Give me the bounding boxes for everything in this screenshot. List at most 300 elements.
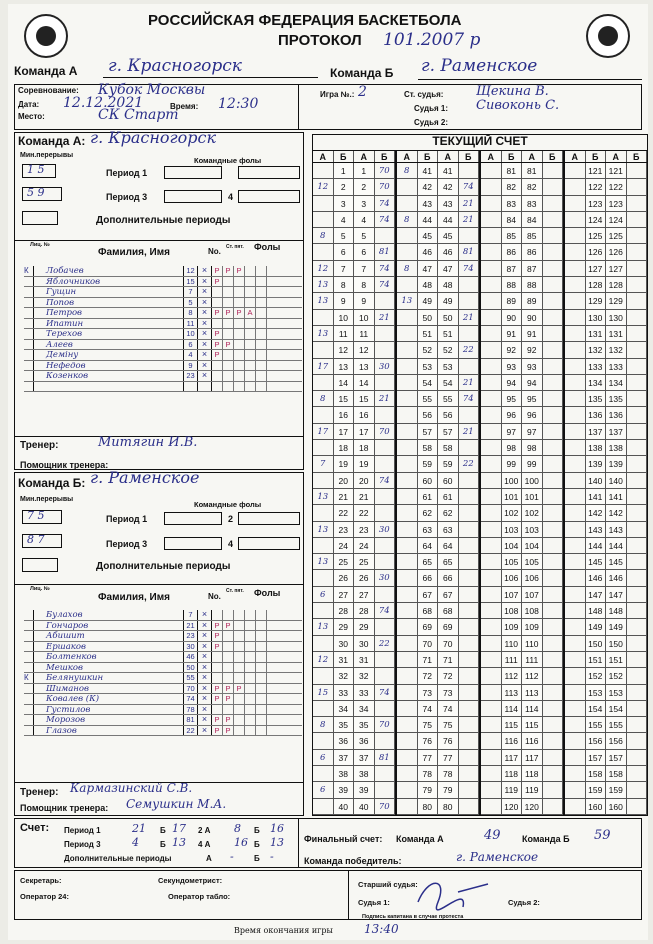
team-a-player-foul (223, 287, 234, 297)
score-a-number: 122 (586, 179, 607, 194)
score-b-number: 1 (354, 163, 375, 178)
score-a-player (481, 407, 502, 422)
score-a-number: 95 (502, 391, 523, 406)
score-b-number: 22 (354, 505, 375, 520)
score-a-player (565, 456, 586, 471)
team-b-player-foul: Р (234, 684, 245, 694)
score-b-player (375, 326, 396, 341)
timer-label: Секундометрист: (158, 876, 223, 885)
score-a-player (313, 196, 334, 211)
score-row (313, 489, 395, 505)
score-b-player: 70 (375, 424, 396, 439)
team-b-period3: Период 3 (106, 539, 148, 549)
team-a-player-number: 8 (184, 308, 198, 318)
team-b-player-foul (256, 694, 267, 704)
score-a-number: 89 (502, 293, 523, 308)
score-col-header: Б (334, 151, 355, 162)
team-a-player-foul: Р (234, 308, 245, 318)
score-a-player (313, 538, 334, 553)
score-b-number: 126 (606, 244, 627, 259)
score-a-player (565, 685, 586, 700)
score-b-player (543, 619, 564, 634)
score-a-player (397, 342, 418, 357)
score-a-player (565, 473, 586, 488)
score-b-number: 30 (354, 636, 375, 651)
score-a-player (481, 733, 502, 748)
score-row (313, 310, 395, 326)
score-a-player (481, 668, 502, 683)
score-a-number: 46 (418, 244, 439, 259)
score-row (397, 799, 479, 815)
score-b-player (543, 799, 564, 814)
score-a-player (481, 652, 502, 667)
score-row (313, 570, 395, 586)
score-a-number: 22 (334, 505, 355, 520)
score-b-number: 90 (522, 310, 543, 325)
team-b-player-number: 7 (184, 610, 198, 620)
team-b-header-value: г. Раменское (421, 56, 538, 76)
score-b-player: 30 (375, 522, 396, 537)
score-a-player (565, 603, 586, 618)
score-b-number: 127 (606, 261, 627, 276)
score-row (313, 391, 395, 407)
score-row (565, 733, 647, 749)
score-a-number: 45 (418, 228, 439, 243)
score-a-number: 98 (502, 440, 523, 455)
team-a-player-name: Петров (34, 308, 184, 318)
score-a-number: 71 (418, 652, 439, 667)
final-p1-b-label: Б (160, 826, 166, 835)
score-col-header: А (565, 151, 586, 162)
team-b-player-lic (24, 631, 34, 641)
team-a-player-start: × (198, 308, 212, 318)
score-a-number: 58 (418, 440, 439, 455)
score-row (313, 196, 395, 212)
score-row (397, 163, 479, 179)
team-a-player-foul (234, 382, 245, 392)
score-a-number: 132 (586, 342, 607, 357)
score-b-player (543, 636, 564, 651)
score-row (565, 619, 647, 635)
score-b-number: 125 (606, 228, 627, 243)
team-b-player-row (24, 684, 302, 695)
score-a-number: 113 (502, 685, 523, 700)
score-a-player (397, 473, 418, 488)
score-b-player (459, 473, 480, 488)
final-p2-b: 16 (270, 822, 284, 835)
score-row (565, 326, 647, 342)
score-b-number: 17 (354, 424, 375, 439)
score-row (565, 652, 647, 668)
score-row (565, 538, 647, 554)
score-b-number: 80 (438, 799, 459, 814)
score-a-number: 96 (502, 407, 523, 422)
captain-sign-label: Подпись капитана в случае протеста (362, 914, 464, 920)
team-b-player-lic (24, 705, 34, 715)
score-a-player (481, 570, 502, 585)
team-a-coach-label: Тренер: (20, 440, 59, 451)
score-row (565, 799, 647, 815)
team-b-player-foul (256, 610, 267, 620)
team-a-player-lic (24, 329, 34, 339)
score-b-number: 140 (606, 473, 627, 488)
score-row (397, 505, 479, 521)
score-a-player: 6 (313, 782, 334, 797)
score-b-number: 137 (606, 424, 627, 439)
final-p2-a: 8 (234, 822, 241, 835)
score-a-player (565, 505, 586, 520)
score-b-number: 149 (606, 619, 627, 634)
score-b-number: 53 (438, 359, 459, 374)
score-row (565, 359, 647, 375)
score-a-number: 127 (586, 261, 607, 276)
score-row (481, 473, 563, 489)
score-b-player (627, 179, 648, 194)
score-row (397, 538, 479, 554)
score-b-number: 130 (606, 310, 627, 325)
final-team-a-label: Команда А (396, 834, 444, 844)
score-row (313, 228, 395, 244)
team-b-player-number: 70 (184, 684, 198, 694)
team-a-player-foul (234, 350, 245, 360)
federation-title: РОССИЙСКАЯ ФЕДЕРАЦИЯ БАСКЕТБОЛА (148, 12, 462, 29)
team-b-player-lic (24, 652, 34, 662)
score-a-number: 51 (418, 326, 439, 341)
team-a-player-name (34, 382, 184, 392)
team-b-player-lic (24, 663, 34, 673)
score-row (565, 196, 647, 212)
score-a-number: 25 (334, 554, 355, 569)
score-b-player (627, 473, 648, 488)
score-a-number: 116 (502, 733, 523, 748)
score-a-player: 13 (313, 619, 334, 634)
team-a-player-foul (256, 350, 267, 360)
score-b-player (375, 782, 396, 797)
score-b-player (543, 407, 564, 422)
score-b-player (543, 244, 564, 259)
team-b-player-row (24, 631, 302, 642)
score-b-player (543, 505, 564, 520)
team-b-player-row (24, 726, 302, 737)
score-a-number: 103 (502, 522, 523, 537)
team-b-player-number: 21 (184, 621, 198, 631)
team-a-player-foul: Р (212, 308, 223, 318)
competition-value: Кубок Москвы (98, 82, 206, 98)
score-a-player (397, 375, 418, 390)
score-a-number: 145 (586, 554, 607, 569)
score-b-player (459, 636, 480, 651)
final-extra-b: - (270, 850, 274, 863)
score-a-player (565, 538, 586, 553)
team-a-player-foul (256, 329, 267, 339)
score-b-number: 55 (438, 391, 459, 406)
score-a-player (313, 701, 334, 716)
team-a-player-foul: Р (223, 266, 234, 276)
team-a-player-foul: Р (223, 308, 234, 318)
score-a-player: 12 (313, 652, 334, 667)
score-b-player (375, 456, 396, 471)
score-b-player (543, 359, 564, 374)
score-row (481, 407, 563, 423)
team-b-player-name: Белянушкин (34, 673, 184, 683)
team-b-player-foul (234, 694, 245, 704)
score-b-player (459, 701, 480, 716)
score-a-number: 59 (418, 456, 439, 471)
score-a-number: 90 (502, 310, 523, 325)
score-row (481, 277, 563, 293)
score-b-player: 21 (459, 375, 480, 390)
team-b-player-foul (245, 705, 256, 715)
score-b-number: 64 (438, 538, 459, 553)
score-a-player: 6 (313, 750, 334, 765)
score-a-player (565, 228, 586, 243)
score-a-player (565, 636, 586, 651)
score-b-player: 22 (459, 342, 480, 357)
score-a-number: 30 (334, 636, 355, 651)
final-score-title: Финальный счет: (304, 834, 383, 844)
score-b-player: 70 (375, 163, 396, 178)
score-b-player (627, 554, 648, 569)
score-b-number: 76 (438, 733, 459, 748)
score-a-player (313, 766, 334, 781)
score-b-number: 36 (354, 733, 375, 748)
final-p1-a: 21 (132, 822, 146, 835)
score-row (481, 359, 563, 375)
score-column-group (480, 150, 564, 815)
team-a-player-foul (212, 287, 223, 297)
score-b-number: 143 (606, 522, 627, 537)
team-b-player-row (24, 673, 302, 684)
team-b-player-start: × (198, 684, 212, 694)
score-b-number: 128 (606, 277, 627, 292)
score-a-number: 54 (418, 375, 439, 390)
team-b-assistant-label: Помощник тренера: (20, 803, 109, 813)
score-b-number: 31 (354, 652, 375, 667)
score-a-player (481, 505, 502, 520)
score-col-header: Б (586, 151, 607, 162)
score-row (481, 326, 563, 342)
final-p1-label: Период 1 (64, 826, 101, 835)
final-p4-b: 13 (270, 836, 284, 849)
score-a-number: 63 (418, 522, 439, 537)
team-b-player-foul: Р (212, 726, 223, 736)
score-a-player: 12 (313, 261, 334, 276)
score-row (397, 554, 479, 570)
score-b-number: 86 (522, 244, 543, 259)
score-a-number: 112 (502, 668, 523, 683)
score-b-player: 74 (459, 179, 480, 194)
score-a-player (313, 440, 334, 455)
referee-signature (408, 872, 498, 914)
score-b-number: 87 (522, 261, 543, 276)
score-a-number: 144 (586, 538, 607, 553)
team-b-player-foul (212, 705, 223, 715)
score-b-player (627, 782, 648, 797)
score-row (565, 570, 647, 586)
score-b-number: 21 (354, 489, 375, 504)
score-row (481, 244, 563, 260)
score-a-player (397, 196, 418, 211)
score-a-player (397, 701, 418, 716)
team-b-player-foul (245, 663, 256, 673)
score-a-player (397, 668, 418, 683)
score-row (481, 685, 563, 701)
score-b-number: 121 (606, 163, 627, 178)
team-a-player-start: × (198, 266, 212, 276)
score-b-number: 117 (522, 750, 543, 765)
score-row (565, 261, 647, 277)
score-b-number: 120 (522, 799, 543, 814)
team-b-player-number: 22 (184, 726, 198, 736)
score-b-number: 48 (438, 277, 459, 292)
final-p3-b: 13 (172, 836, 186, 849)
score-a-number: 26 (334, 570, 355, 585)
team-a-player-foul: Р (212, 350, 223, 360)
score-a-player (397, 685, 418, 700)
team-b-col-no: No. (208, 592, 221, 601)
score-b-player (375, 489, 396, 504)
team-a-player-foul (223, 329, 234, 339)
team-b-player-lic (24, 642, 34, 652)
score-row (313, 440, 395, 456)
team-b-player-foul (212, 652, 223, 662)
score-row (565, 440, 647, 456)
team-b-col-name: Фамилия, Имя (98, 592, 170, 603)
score-a-number: 1 (334, 163, 355, 178)
score-a-player (481, 587, 502, 602)
score-a-player (481, 261, 502, 276)
team-b-player-foul (223, 673, 234, 683)
score-a-number: 131 (586, 326, 607, 341)
score-row (313, 407, 395, 423)
score-b-player (375, 538, 396, 553)
team-a-player-number: 9 (184, 361, 198, 371)
team-b-player-foul (245, 694, 256, 704)
competition-label: Соревнование: (18, 86, 79, 95)
team-b-player-name: Глазов (34, 726, 184, 736)
score-b-player (459, 163, 480, 178)
score-b-player (627, 717, 648, 732)
score-b-player: 21 (375, 310, 396, 325)
score-b-number: 73 (438, 685, 459, 700)
score-b-number: 23 (354, 522, 375, 537)
score-a-number: 69 (418, 619, 439, 634)
team-a-player-start: × (198, 277, 212, 287)
team-b-player-foul: Р (223, 715, 234, 725)
score-b-number: 119 (522, 782, 543, 797)
score-a-number: 39 (334, 782, 355, 797)
team-a-player-foul (212, 298, 223, 308)
score-b-number: 82 (522, 179, 543, 194)
score-row (481, 489, 563, 505)
score-b-player (459, 570, 480, 585)
team-a-player-foul (234, 287, 245, 297)
score-row (565, 701, 647, 717)
score-a-player (313, 733, 334, 748)
team-b-player-name: Гончаров (34, 621, 184, 631)
score-b-number: 2 (354, 179, 375, 194)
score-b-player: 22 (375, 636, 396, 651)
team-a-timeouts-label: Мин.перерывы (20, 152, 74, 159)
score-a-player (565, 342, 586, 357)
team-b-title: Команда Б: (18, 476, 86, 490)
score-a-number: 34 (334, 701, 355, 716)
score-b-player (543, 261, 564, 276)
score-row (397, 342, 479, 358)
team-a-fouls-p4 (238, 190, 300, 203)
score-b-player (459, 668, 480, 683)
score-b-number: 115 (522, 717, 543, 732)
team-a-player-name: Козенков (34, 371, 184, 381)
score-a-player (397, 228, 418, 243)
score-a-number: 117 (502, 750, 523, 765)
score-a-player (313, 570, 334, 585)
score-a-number: 13 (334, 359, 355, 374)
score-b-player (543, 375, 564, 390)
team-b-timeouts-ot (22, 558, 58, 572)
score-a-number: 61 (418, 489, 439, 504)
score-a-player (481, 717, 502, 732)
score-b-player: 22 (459, 456, 480, 471)
final-p2-b-label: Б (254, 826, 260, 835)
score-a-number: 78 (418, 766, 439, 781)
score-a-player (481, 522, 502, 537)
score-row (397, 473, 479, 489)
score-row (481, 603, 563, 619)
score-b-player (627, 766, 648, 781)
score-a-number: 32 (334, 668, 355, 683)
team-a-player-foul (223, 277, 234, 287)
score-a-number: 155 (586, 717, 607, 732)
score-a-player (565, 212, 586, 227)
score-b-number: 102 (522, 505, 543, 520)
score-b-number: 116 (522, 733, 543, 748)
score-a-number: 158 (586, 766, 607, 781)
team-b-player-name: Абишит (34, 631, 184, 641)
team-a-player-start (198, 382, 212, 392)
score-a-player (481, 359, 502, 374)
team-b-player-number: 30 (184, 642, 198, 652)
score-a-player: 15 (313, 685, 334, 700)
score-b-player (543, 179, 564, 194)
score-a-player: 17 (313, 424, 334, 439)
score-a-number: 134 (586, 375, 607, 390)
score-a-number: 18 (334, 440, 355, 455)
score-row (397, 636, 479, 652)
score-b-player (543, 603, 564, 618)
score-a-number: 114 (502, 701, 523, 716)
score-b-player: 81 (375, 750, 396, 765)
score-a-number: 157 (586, 750, 607, 765)
score-b-number: 54 (438, 375, 459, 390)
score-a-player (565, 570, 586, 585)
team-a-title: Команда А: (18, 134, 86, 148)
score-row (313, 212, 395, 228)
score-b-player (543, 570, 564, 585)
score-row (565, 750, 647, 766)
score-a-number: 150 (586, 636, 607, 651)
score-a-player (397, 750, 418, 765)
team-b-player-number: 23 (184, 631, 198, 641)
score-a-number: 135 (586, 391, 607, 406)
team-b-player-number: 78 (184, 705, 198, 715)
score-b-player: 74 (375, 685, 396, 700)
score-col-header: Б (418, 151, 439, 162)
score-row (481, 668, 563, 684)
score-b-number: 24 (354, 538, 375, 553)
score-b-player (459, 733, 480, 748)
score-b-number: 131 (606, 326, 627, 341)
